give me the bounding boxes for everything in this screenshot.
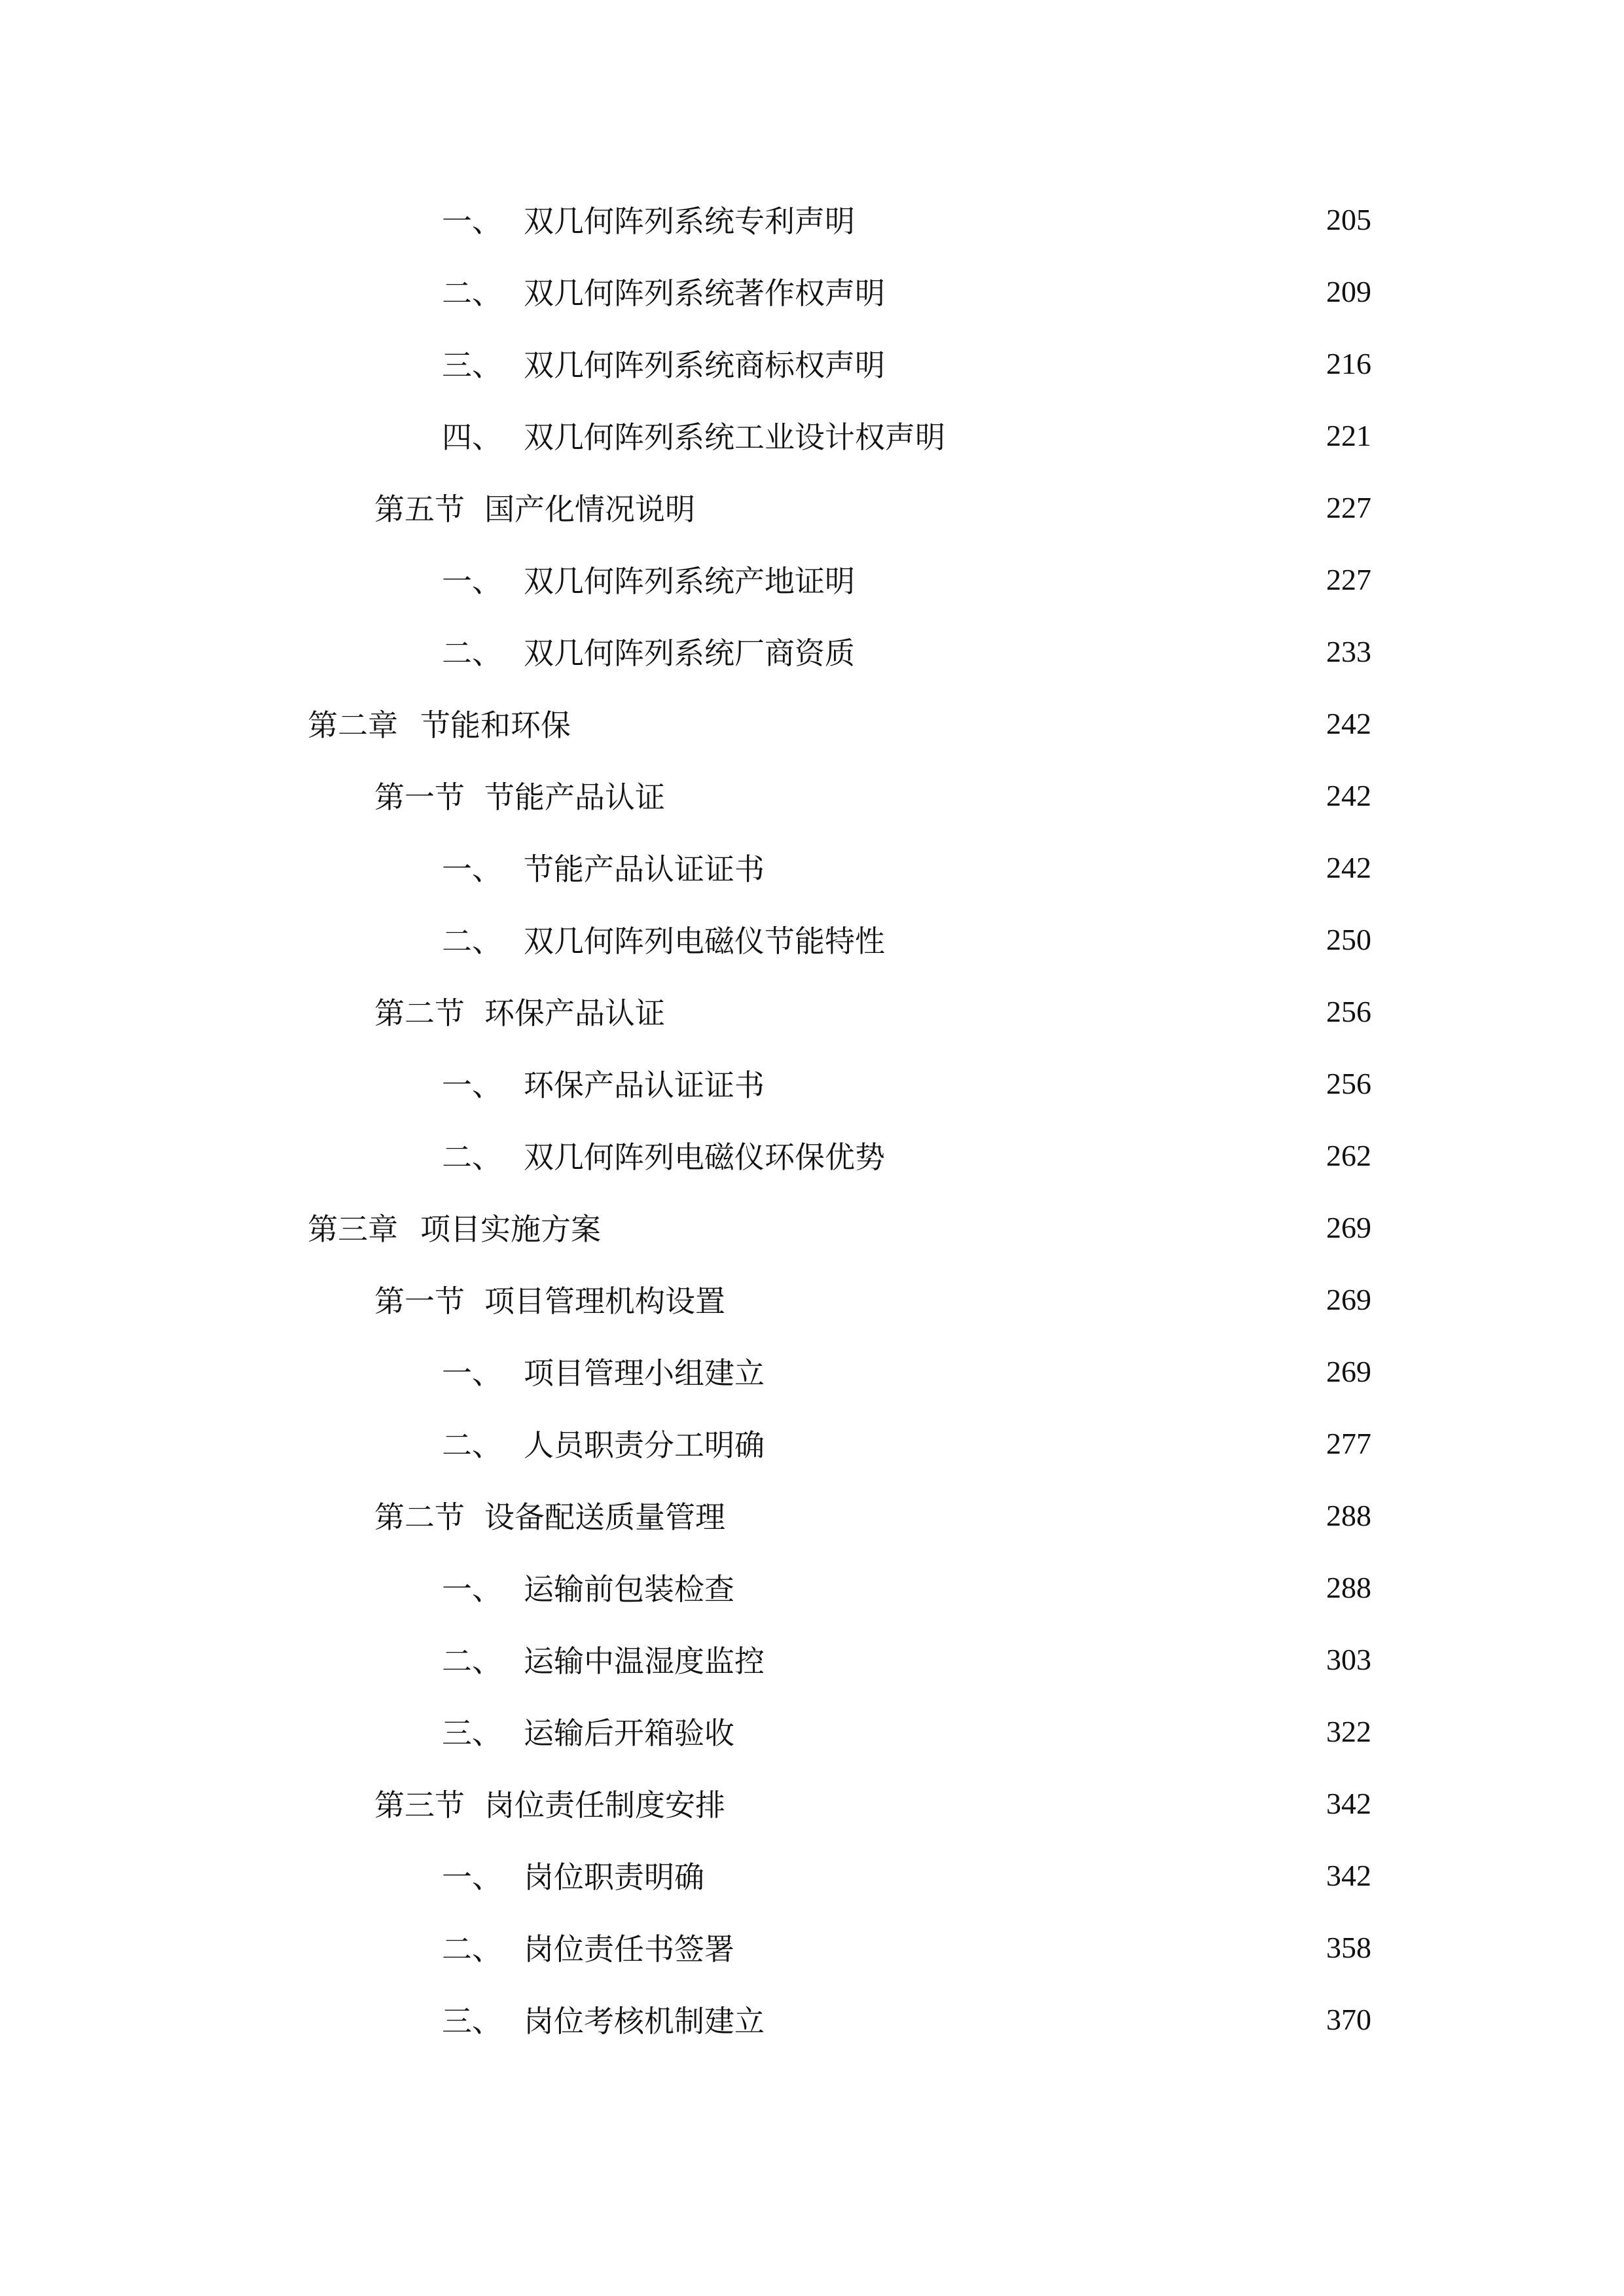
toc-entry-number: 第五节 xyxy=(374,492,465,527)
toc-entry-number: 二、 xyxy=(442,924,502,959)
toc-entry-page: 269 xyxy=(1326,1354,1371,1388)
toc-entry-title: 双几何阵列系统著作权声明 xyxy=(524,276,885,311)
toc-entry-title: 环保产品认证 xyxy=(484,996,665,1031)
toc-entry-title: 项目管理机构设置 xyxy=(484,1283,725,1319)
dot-leader xyxy=(672,998,1310,1024)
toc-entry-page: 221 xyxy=(1326,418,1371,452)
toc-entry-page: 277 xyxy=(1326,1426,1371,1460)
dot-leader xyxy=(892,278,1310,304)
toc-entry-title: 节能和环保 xyxy=(420,708,571,743)
toc-entry-number: 二、 xyxy=(442,1931,502,1967)
toc-entry-page: 242 xyxy=(1326,778,1371,812)
dot-leader xyxy=(892,1142,1310,1168)
toc-entry-page: 216 xyxy=(1326,346,1371,380)
toc-entry-number: 二、 xyxy=(442,1427,502,1463)
dot-leader xyxy=(771,854,1310,880)
dot-leader xyxy=(861,638,1310,664)
toc-entry[interactable] xyxy=(442,1420,1371,1466)
toc-entry-page: 256 xyxy=(1326,1066,1371,1100)
toc-entry-number: 三、 xyxy=(442,348,502,383)
toc-entry-page: 269 xyxy=(1326,1282,1371,1316)
toc-entry[interactable] xyxy=(442,1852,1371,1898)
dot-leader xyxy=(672,782,1310,808)
toc-entry-number: 二、 xyxy=(442,1643,502,1679)
toc-entry-page: 227 xyxy=(1326,490,1371,524)
toc-entry-title: 岗位责任书签署 xyxy=(524,1931,734,1967)
toc-entry[interactable] xyxy=(442,1132,1371,1178)
dot-leader xyxy=(771,1430,1310,1456)
toc-entry-page: 342 xyxy=(1326,1858,1371,1892)
dot-leader xyxy=(741,1718,1310,1744)
dot-leader xyxy=(771,1358,1310,1384)
toc-entry-title: 项目管理小组建立 xyxy=(524,1355,765,1391)
dot-leader xyxy=(892,926,1310,952)
toc-entry-page: 242 xyxy=(1326,706,1371,740)
toc-entry-number: 第二章 xyxy=(308,708,398,743)
toc-section[interactable] xyxy=(374,1276,1371,1322)
dot-leader xyxy=(732,1790,1310,1816)
toc-section[interactable] xyxy=(374,1780,1371,1826)
toc-entry-number: 第二节 xyxy=(374,996,465,1031)
toc-entry-page: 303 xyxy=(1326,1642,1371,1676)
toc-entry-page: 227 xyxy=(1326,562,1371,596)
toc-section[interactable] xyxy=(374,772,1371,818)
toc-entry-number: 一、 xyxy=(442,564,502,599)
toc-entry-number: 一、 xyxy=(442,1067,502,1103)
toc-entry-number: 一、 xyxy=(442,1355,502,1391)
toc-entry-number: 四、 xyxy=(442,420,502,455)
toc-entry[interactable] xyxy=(442,1060,1371,1106)
toc-entry-title: 设备配送质量管理 xyxy=(484,1499,725,1535)
toc-entry-title: 双几何阵列系统产地证明 xyxy=(524,564,855,599)
toc-entry-number: 二、 xyxy=(442,276,502,311)
toc-entry-title: 节能产品认证证书 xyxy=(524,852,765,887)
toc-chapter[interactable] xyxy=(308,700,1371,746)
dot-leader xyxy=(741,1574,1310,1600)
toc-entry[interactable] xyxy=(442,1996,1371,2042)
toc-entry-page: 256 xyxy=(1326,994,1371,1028)
toc-entry-title: 节能产品认证 xyxy=(484,780,665,815)
toc-entry-page: 269 xyxy=(1326,1210,1371,1244)
toc-section[interactable] xyxy=(374,484,1371,530)
toc-entry-title: 双几何阵列系统厂商资质 xyxy=(524,636,855,671)
toc-entry[interactable] xyxy=(442,1636,1371,1682)
toc-entry-page: 242 xyxy=(1326,850,1371,884)
dot-leader xyxy=(577,710,1310,736)
dot-leader xyxy=(861,206,1310,232)
toc-entry-page: 288 xyxy=(1326,1570,1371,1604)
toc-entry-title: 人员职责分工明确 xyxy=(524,1427,765,1463)
toc-entry[interactable] xyxy=(442,844,1371,890)
toc-entry-title: 双几何阵列系统商标权声明 xyxy=(524,348,885,383)
toc-entry[interactable] xyxy=(442,556,1371,602)
toc-entry-number: 二、 xyxy=(442,636,502,671)
toc-entry-page: 370 xyxy=(1326,2002,1371,2036)
dot-leader xyxy=(952,422,1310,448)
toc-entry[interactable] xyxy=(442,1348,1371,1394)
toc-chapter[interactable] xyxy=(308,1204,1371,1250)
toc-entry[interactable] xyxy=(442,1924,1371,1970)
dot-leader xyxy=(732,1502,1310,1528)
toc-entry-page: 288 xyxy=(1326,1498,1371,1532)
toc-entry-title: 双几何阵列电磁仪环保优势 xyxy=(524,1139,885,1175)
toc-entry-number: 一、 xyxy=(442,852,502,887)
toc-entry-title: 环保产品认证证书 xyxy=(524,1067,765,1103)
toc-entry-number: 三、 xyxy=(442,2003,502,2039)
dot-leader xyxy=(771,1070,1310,1096)
toc-entry-title: 双几何阵列系统工业设计权声明 xyxy=(524,420,945,455)
toc-entry-number: 第一节 xyxy=(374,1283,465,1319)
toc-entry-number: 一、 xyxy=(442,1571,502,1607)
dot-leader xyxy=(732,1286,1310,1312)
toc-entry-number: 一、 xyxy=(442,204,502,239)
toc-entry-page: 262 xyxy=(1326,1138,1371,1172)
dot-leader xyxy=(702,494,1310,520)
toc-entry[interactable] xyxy=(442,268,1371,314)
toc-entry-number: 第一节 xyxy=(374,780,465,815)
toc-entry-number: 三、 xyxy=(442,1715,502,1751)
dot-leader xyxy=(711,1862,1310,1888)
toc-entry-number: 一、 xyxy=(442,1859,502,1895)
dot-leader xyxy=(741,1934,1310,1960)
dot-leader xyxy=(892,350,1310,376)
toc-entry-page: 209 xyxy=(1326,274,1371,308)
toc-section[interactable] xyxy=(374,1492,1371,1538)
toc-entry-title: 双几何阵列电磁仪节能特性 xyxy=(524,924,885,959)
toc-entry-title: 运输中温湿度监控 xyxy=(524,1643,765,1679)
toc-entry-title: 运输后开箱验收 xyxy=(524,1715,734,1751)
toc-entry[interactable] xyxy=(442,196,1371,242)
toc-entry-title: 项目实施方案 xyxy=(420,1211,601,1247)
toc-entry-page: 358 xyxy=(1326,1930,1371,1964)
toc-entry-number: 二、 xyxy=(442,1139,502,1175)
toc-entry-title: 国产化情况说明 xyxy=(484,492,695,527)
toc-entry[interactable] xyxy=(442,1564,1371,1610)
toc-entry-page: 250 xyxy=(1326,922,1371,956)
toc-entry-number: 第三节 xyxy=(374,1787,465,1823)
toc-entry[interactable] xyxy=(442,340,1371,386)
toc-entry-title: 双几何阵列系统专利声明 xyxy=(524,204,855,239)
toc-entry[interactable] xyxy=(442,628,1371,674)
toc-entry-title: 岗位责任制度安排 xyxy=(484,1787,725,1823)
dot-leader xyxy=(861,566,1310,592)
dot-leader xyxy=(607,1214,1310,1240)
toc-section[interactable] xyxy=(374,988,1371,1034)
toc-entry[interactable] xyxy=(442,916,1371,962)
toc-entry-page: 342 xyxy=(1326,1786,1371,1820)
toc-entry-title: 运输前包装检查 xyxy=(524,1571,734,1607)
toc-entry-page: 233 xyxy=(1326,634,1371,668)
toc-entry-title: 岗位考核机制建立 xyxy=(524,2003,765,2039)
toc-entry-number: 第三章 xyxy=(308,1211,398,1247)
toc-entry-page: 205 xyxy=(1326,202,1371,236)
toc-entry[interactable] xyxy=(442,1708,1371,1754)
dot-leader xyxy=(771,2006,1310,2032)
dot-leader xyxy=(771,1646,1310,1672)
toc-entry-page: 322 xyxy=(1326,1714,1371,1748)
toc-entry-number: 第二节 xyxy=(374,1499,465,1535)
toc-entry-title: 岗位职责明确 xyxy=(524,1859,704,1895)
toc-entry[interactable] xyxy=(442,412,1371,458)
